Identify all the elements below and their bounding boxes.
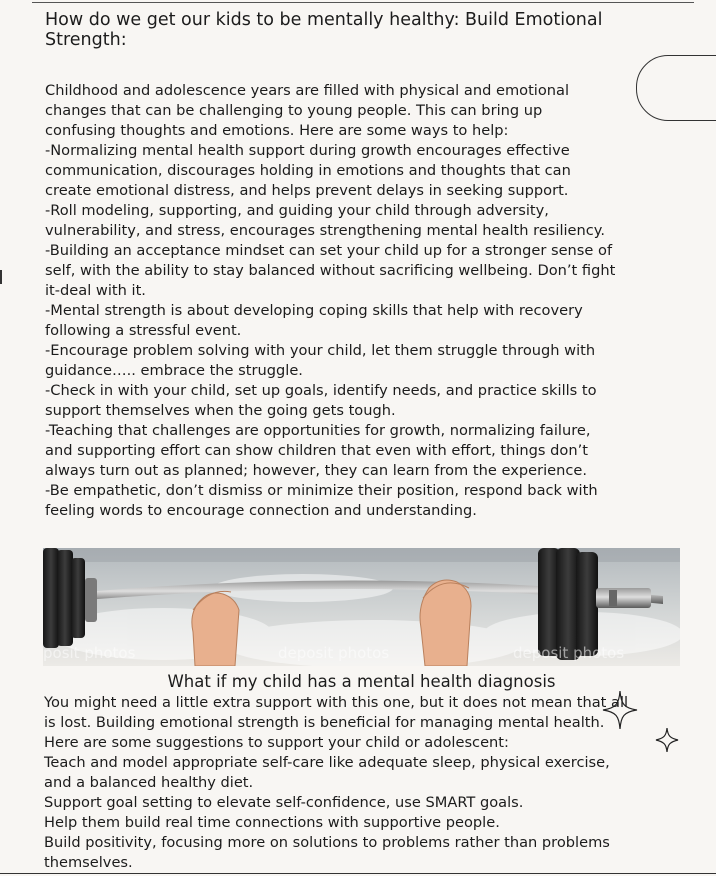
text-line: following a stressful event.	[45, 322, 242, 339]
diagnosis-text	[44, 693, 684, 873]
text-line: themselves.	[44, 854, 133, 871]
text-line: confusing thoughts and emotions. Here are some ways to help:	[45, 122, 509, 139]
text-line: You might need a little extra support with this one, but it does not mean that all	[44, 694, 629, 711]
text-line: Here are some suggestions to support your child or adolescent:	[44, 734, 509, 751]
watermark-text: posit photos	[43, 644, 136, 662]
text-line: it-deal with it.	[45, 282, 146, 299]
text-line: guidance….. embrace the struggle.	[45, 362, 303, 379]
text-line: -Roll modeling, supporting, and guiding your child through adversity,	[45, 202, 549, 219]
text-line: and supporting effort can show children that even with effort, things don’t	[45, 442, 588, 459]
sparkle-icon	[655, 727, 679, 753]
text-line: -Teaching that challenges are opportunities for growth, normalizing failure,	[45, 422, 591, 439]
text-line: changes that can be challenging to young people. This can bring up	[45, 102, 543, 119]
text-line: -Mental strength is about developing coping skills that help with recovery	[45, 302, 583, 319]
text-line: Help them build real time connections with supportive people.	[44, 814, 500, 831]
text-line: and a balanced healthy diet.	[44, 774, 254, 791]
heading-line: Strength:	[45, 30, 127, 50]
left-hand	[192, 591, 239, 666]
page-heading	[45, 9, 645, 49]
watermark-text: deposit photos	[278, 644, 390, 662]
text-line: communication, discourages holding in emotions and thoughts that can	[45, 162, 571, 179]
text-line: Childhood and adolescence years are filled with physical and emotional	[45, 82, 570, 99]
intro-text	[45, 81, 685, 521]
text-line: self, with the ability to stay balanced without sacrificing wellbeing. Don’t fight	[45, 262, 616, 279]
page-edge-mark	[0, 270, 2, 284]
bottom-rule	[0, 873, 716, 874]
text-line: vulnerability, and stress, encourages strengthening mental health resiliency.	[45, 222, 606, 239]
text-line: -Be empathetic, don’t dismiss or minimize their position, respond back with	[45, 482, 598, 499]
text-line: is lost. Building emotional strength is beneficial for managing mental health.	[44, 714, 605, 731]
text-line: always turn out as planned; however, they can learn from the experience.	[45, 462, 588, 479]
right-hand	[420, 580, 471, 666]
heading-line: How do we get our kids to be mentally healthy: Build Emotional	[45, 10, 603, 30]
text-line: feeling words to encourage connection and understanding.	[45, 502, 477, 519]
text-line: Build positivity, focusing more on solutions to problems rather than problems	[44, 834, 610, 851]
text-line: support themselves when the going gets tough.	[45, 402, 396, 419]
section-title: What if my child has a mental health diagnosis	[167, 672, 556, 691]
barbell-photo	[43, 548, 680, 666]
text-line: Teach and model appropriate self-care like adequate sleep, physical exercise,	[44, 754, 610, 771]
text-line: create emotional distress, and helps prevent delays in seeking support.	[45, 182, 569, 199]
sparkle-icon	[602, 690, 638, 730]
text-line: -Encourage problem solving with your child, let them struggle through with	[45, 342, 596, 359]
text-line: -Normalizing mental health support during growth encourages effective	[45, 142, 570, 159]
watermark-text: deposit photos	[513, 644, 625, 662]
text-line: -Building an acceptance mindset can set your child up for a stronger sense of	[45, 242, 613, 259]
text-line: -Check in with your child, set up goals, identify needs, and practice skills to	[45, 382, 597, 399]
top-rule	[32, 2, 694, 3]
text-line: Support goal setting to elevate self-confidence, use SMART goals.	[44, 794, 524, 811]
